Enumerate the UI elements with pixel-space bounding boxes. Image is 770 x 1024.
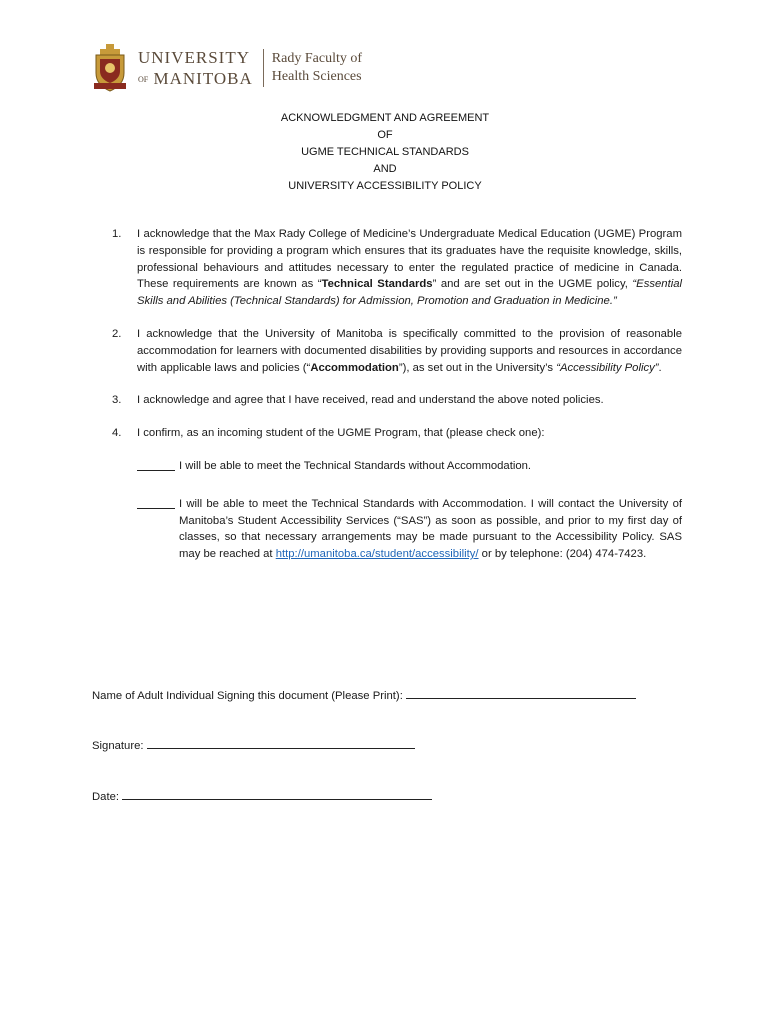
university-of: OF (138, 75, 149, 85)
option-with-accommodation (137, 496, 682, 563)
date-field-row (92, 787, 432, 803)
title-line1: ACKNOWLEDGMENT AND AGREEMENT (280, 112, 490, 124)
list-text: I acknowledge that the Max Rady College of Medicine’s Undergraduate Medical Education (UGME) Program is responsible for providing a program which ensures that its graduates have the requisite knowledge, skills, professional behaviours and attitudes necessary to enter the regulated practice of medicine in Canada. These requirements are known as “Technical Standards” and are set out in the UGME policy, “Essential Skills and Abilities (Technical Standards) for Admission, Promotion and Graduation in Medicine.” (137, 228, 683, 308)
list-number: 4. (112, 427, 122, 440)
accommodation-term: Accommodation (310, 361, 399, 374)
checkbox-blank-line[interactable] (137, 458, 175, 471)
logo-divider (263, 49, 264, 87)
title-line3: UGME TECHNICAL STANDARDS (301, 146, 469, 158)
date-label: Date: (92, 791, 120, 803)
faculty-line2: Health Sciences (271, 69, 362, 84)
option-text: I will be able to meet the Technical Standards without Accommodation. (179, 459, 532, 472)
title-line2: OF (377, 129, 393, 141)
university-line1: UNIVERSITY (138, 48, 250, 67)
option-text: I will be able to meet the Technical Standards with Accommodation. I will contact the University of Manitoba’s Student Accessibility Services (“SAS”) as soon as possible, and prior to my first day of classes, so that necessary arrangements may be made pursuant to the Accessibility Policy. SAS may be reached at http://umanitoba.ca/student/accessibility/ or by telephone: (204) 474-7423. (179, 497, 682, 561)
university-crest-icon (92, 43, 128, 93)
technical-standards-term: Technical Standards (321, 278, 433, 291)
list-text: I acknowledge that the University of Manitoba is specifically committed to the provision of reasonable accommodation for learners with documented disabilities by providing supports and resources in accordance with applicable laws and policies (“Accommodation”), as set out in the University’s “Accessibility Policy”. (137, 327, 682, 374)
name-label: Name of Adult Individual Signing this document (Please Print): (92, 690, 403, 702)
signature-input-line[interactable] (147, 736, 415, 749)
university-logo (92, 40, 362, 96)
list-item-4 (112, 425, 682, 442)
document-body (112, 226, 682, 581)
policy-title: “Accessibility Policy” (556, 361, 659, 374)
signature-field-row (92, 736, 415, 752)
signature-label: Signature: (92, 740, 144, 752)
option-without-accommodation (137, 458, 682, 478)
university-line2: MANITOBA (153, 69, 253, 88)
accessibility-link[interactable]: http://umanitoba.ca/student/accessibility/ (275, 548, 479, 561)
list-item-2 (112, 326, 682, 376)
document-title (0, 110, 770, 195)
faculty-line1: Rady Faculty of (271, 51, 363, 66)
list-item-1 (112, 226, 682, 310)
list-text: I confirm, as an incoming student of the UGME Program, that (please check one): (137, 427, 545, 440)
university-wordmark (138, 49, 253, 87)
name-input-line[interactable] (406, 686, 636, 699)
list-number: 2. (112, 327, 122, 340)
name-field-row (92, 686, 636, 702)
list-item-3 (112, 392, 682, 409)
list-number: 3. (112, 394, 122, 407)
title-line4: AND (373, 163, 397, 175)
date-input-line[interactable] (122, 787, 432, 800)
list-number: 1. (112, 228, 122, 240)
policy-title: “Essential Skills and Abilities (Technical Standards) for Admission, Promotion and Graduation in Medicine.” (137, 278, 683, 308)
checkbox-blank-line[interactable] (137, 496, 175, 509)
faculty-wordmark (272, 50, 362, 86)
title-line5: UNIVERSITY ACCESSIBILITY POLICY (288, 180, 482, 192)
list-text: I acknowledge and agree that I have received, read and understand the above noted policies. (137, 394, 604, 407)
